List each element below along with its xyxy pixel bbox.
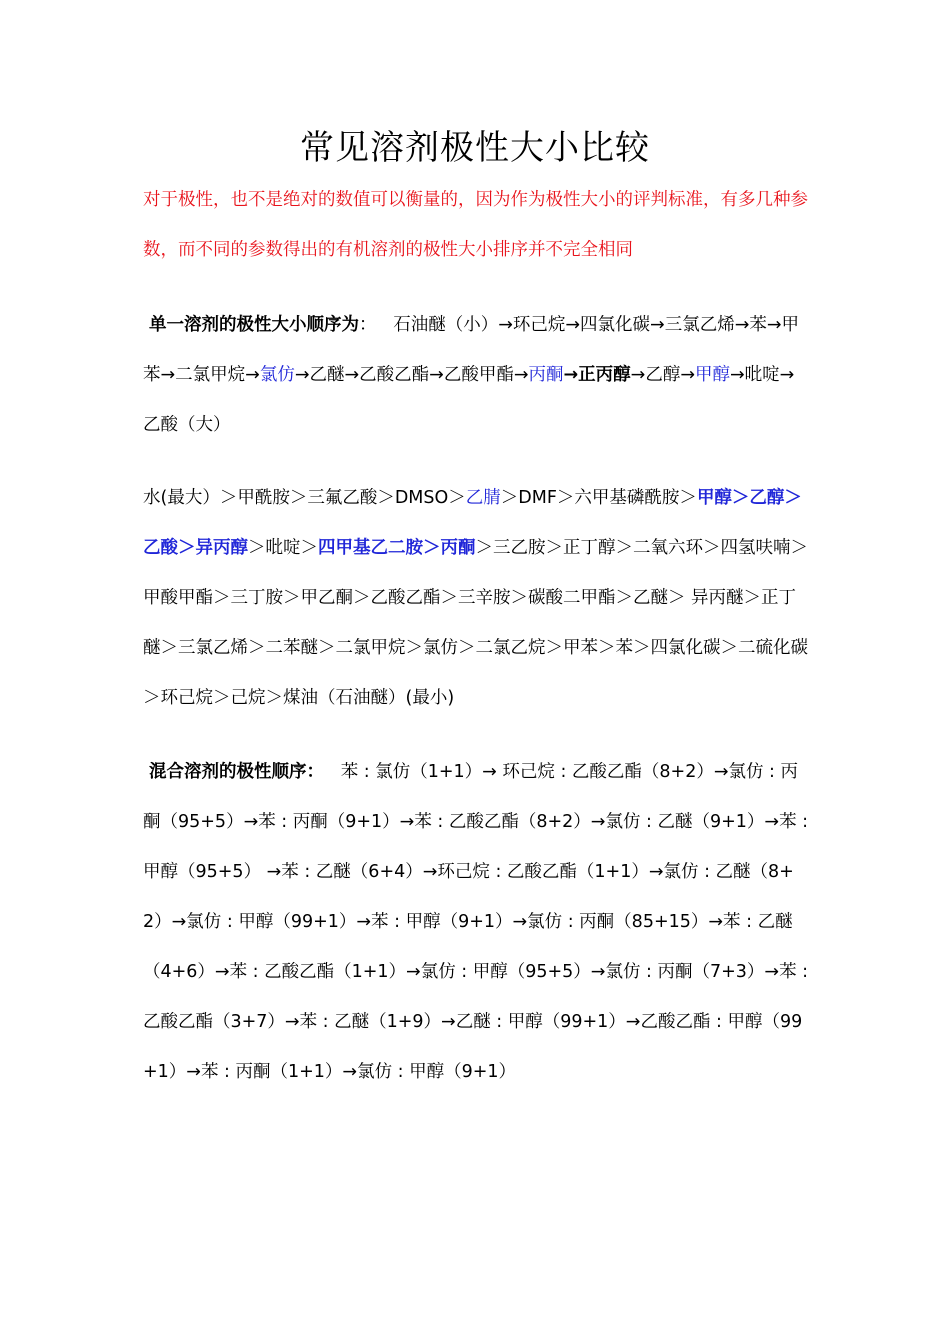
single-solvent-heading: 单一溶剂的极性大小顺序为	[149, 315, 359, 335]
intro-note: 对于极性，也不是绝对的数值可以衡量的，因为作为极性大小的评判标准，有多几种参数，而不同的参数得出的有机溶剂的极性大小排序并不完全相同	[143, 190, 808, 260]
water-polarity-order	[143, 473, 809, 723]
alcohols-highlight: 甲醇＞乙醇＞乙酸＞异丙醇	[143, 488, 802, 558]
heading-colon: ：	[359, 315, 377, 335]
chloroform-highlight: 氯仿	[259, 365, 295, 385]
tmeda-acetone-highlight: 四甲基乙二胺＞丙酮	[318, 538, 476, 558]
water-seq-2: ＞DMF＞六甲基磷酰胺＞	[500, 488, 697, 508]
water-seq-4: ＞三乙胺＞正丁醇＞二氧六环＞四氢呋喃＞甲酸甲酯＞三丁胺＞甲乙酮＞乙酸乙酯＞三辛胺＞碳酸二甲酯＞乙醚＞ 异丙醚＞正丁醚＞三氯乙烯＞二苯醚＞二氯甲烷＞氯仿＞二氯乙烷＞甲苯＞苯＞四氯化碳＞二硫化碳＞环己烷＞己烷＞煤油（石油醚）(最小)	[143, 538, 808, 708]
water-seq-1: 水(最大）＞甲酰胺＞三氟乙酸＞DMSO＞	[143, 488, 466, 508]
acetone-highlight: 丙酮	[528, 365, 564, 385]
single-seq-3: →	[563, 365, 579, 385]
single-seq-2: →乙醚→乙酸乙酯→乙酸甲酯→	[294, 365, 529, 385]
mixed-seq: 苯 : 氯仿（1+1）→ 环己烷 : 乙酸乙酯（8+2）→氯仿 : 丙酮（95+5）→苯 : 丙酮（9+1）→苯 : 乙酸乙酯（8+2）→氯仿 : 乙醚（9+1）→苯 : 甲醇（95+5） →苯 : 乙醚（6+4）→环己烷 : 乙酸乙酯（1+1）→氯仿 : 乙醚（8+2）→氯仿 : 甲醇（99+1）→苯 : 甲醇（9+1）→氯仿 : 丙酮（85+15）→苯 : 乙醚（4+6）→苯 : 乙酸乙酯（1+1）→氯仿 : 甲醇（95+5）→氯仿 : 丙酮（7+3）→苯 : 乙酸乙酯（3+7）→苯 : 乙醚（1+9）→乙醚 : 甲醇（99+1）→乙酸乙酯 : 甲醇（99+1）→苯 : 丙酮（1+1）→氯仿 : 甲醇（9+1）	[143, 762, 809, 1082]
mixed-solvent-order	[143, 747, 809, 1097]
single-seq-4: →乙醇→	[630, 365, 695, 385]
propanol-highlight: 正丙醇	[578, 365, 631, 385]
single-seq-1: 石油醚（小）→环己烷→四氯化碳→三氯乙烯→苯→甲苯→二氯甲烷→	[143, 315, 800, 385]
water-seq-3: ＞吡啶＞	[248, 538, 318, 558]
single-seq-5: →吡啶→乙酸（大）	[143, 365, 795, 435]
single-solvent-order	[143, 300, 809, 450]
methanol-highlight: 甲醇	[694, 365, 730, 385]
page-title: 常见溶剂极性大小比较	[300, 128, 650, 168]
mixed-solvent-heading: 混合溶剂的极性顺序：	[149, 762, 324, 782]
acetonitrile-highlight: 乙腈	[465, 488, 501, 508]
